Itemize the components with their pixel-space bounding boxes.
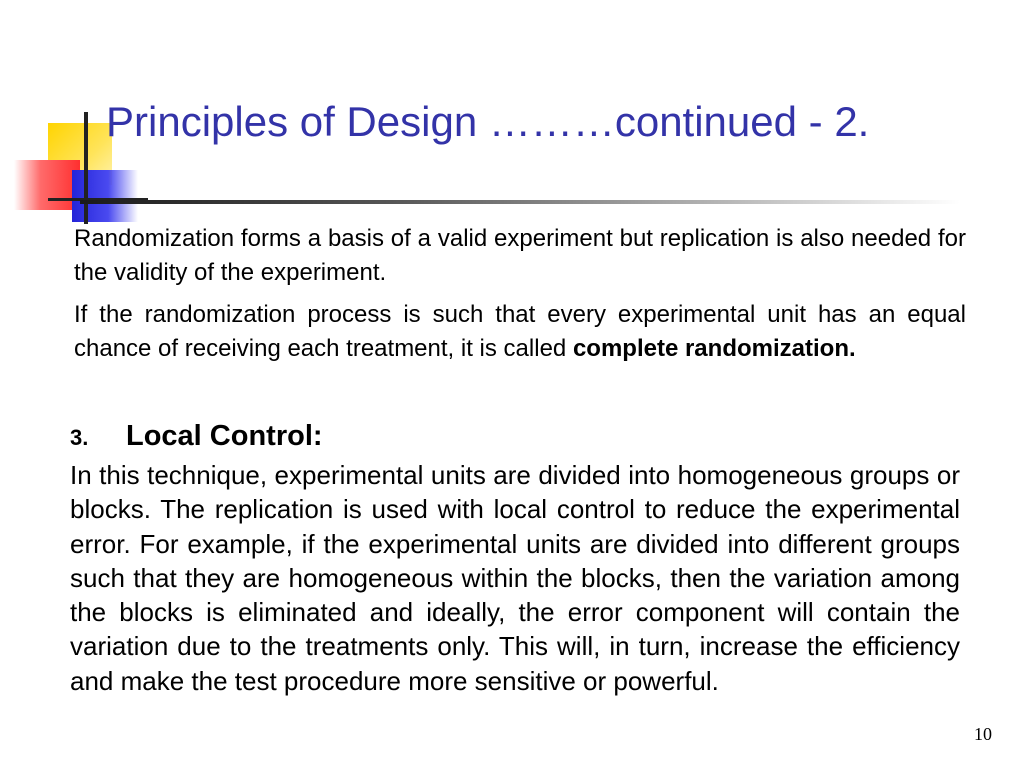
logo-blue-square: [72, 170, 138, 222]
paragraph-text: If the randomization process is such that every experimental unit has an equal chance of receiving each treatment, it is called: [74, 301, 966, 362]
section-title: Local Control:: [126, 420, 323, 452]
section-number: 3.: [70, 425, 89, 450]
logo-red-square: [14, 160, 80, 210]
page-number: 10: [974, 724, 992, 744]
title-underline: [80, 200, 960, 204]
paragraph-local-control: In this technique, experimental units are divided into homogeneous groups or blocks. The replication is used with local control to reduce the experimental error. For example, if the experimental units are divided into different groups such that they are homogeneous within the blocks, then the variation among the blocks is eliminated and ideally, the error component will contain the variation due to the treatments only. This will, in turn, increase the efficiency and make the test procedure more sensitive or powerful.: [70, 460, 960, 696]
paragraph-complete-randomization: [74, 298, 966, 366]
complete-randomization-term: complete randomization.: [572, 335, 856, 362]
section-heading: [70, 420, 323, 453]
logo-vertical-line: [84, 112, 88, 224]
slide-title: Principles of Design ………continued - 2.: [106, 98, 870, 145]
paragraph-randomization: Randomization forms a basis of a valid experiment but replication is also needed for the validity of the experiment.: [74, 225, 966, 286]
